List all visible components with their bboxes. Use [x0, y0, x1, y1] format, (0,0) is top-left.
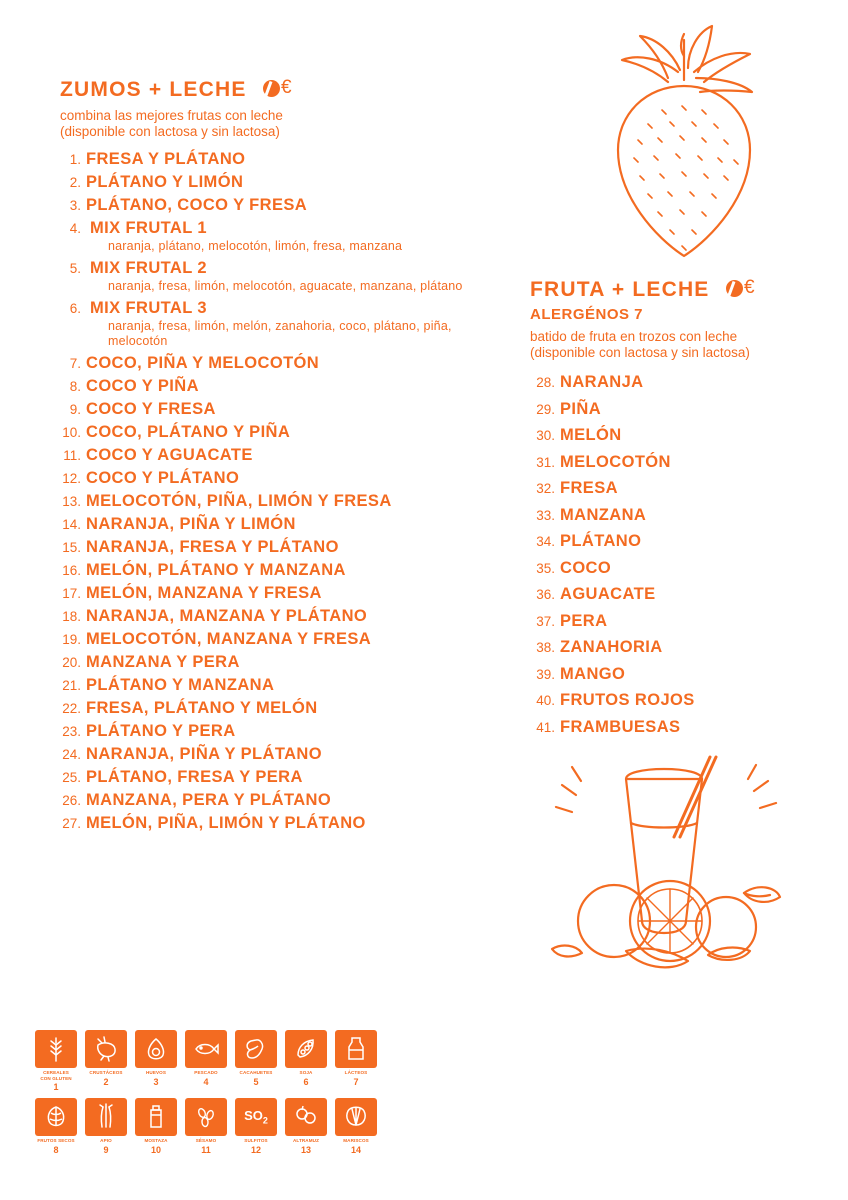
item-number: 18. [62, 609, 81, 624]
section-header-zumos [60, 78, 490, 102]
item-name: MELOCOTÓN, PIÑA, LIMÓN Y FRESA [86, 492, 392, 510]
juice-glass-illustration [530, 745, 800, 975]
list-item[interactable] [60, 767, 490, 788]
item-number: 8. [69, 379, 81, 394]
item-name: FRESA, PLÁTANO Y MELÓN [86, 699, 318, 717]
item-number: 27. [62, 816, 81, 831]
allergen-row-2 [35, 1098, 395, 1155]
allergen-number: 10 [150, 1144, 161, 1155]
item-name: COCO [560, 558, 612, 577]
allergen-label: MOSTAZA [144, 1138, 168, 1144]
list-item[interactable] [530, 503, 820, 528]
item-name: NARANJA [560, 373, 644, 391]
item-number: 20. [62, 655, 81, 670]
list-item[interactable] [60, 172, 490, 193]
milk-icon [335, 1030, 377, 1068]
item-name: PLÁTANO Y LIMÓN [86, 173, 244, 191]
coin-icon [263, 80, 280, 97]
allergen-altramuz [285, 1098, 327, 1155]
item-name: PLÁTANO Y MANZANA [86, 676, 275, 694]
item-name: PERA [560, 611, 608, 630]
allergen-label: SÉSAMO [195, 1138, 217, 1144]
zumos-subtitle-line1: combina las mejores frutas con leche [60, 108, 283, 123]
so2-icon [235, 1098, 277, 1136]
lupin-icon [285, 1098, 327, 1136]
item-name: PLÁTANO, COCO Y FRESA [86, 196, 308, 214]
section-title-fruta: FRUTA + LECHE [530, 278, 710, 301]
allergen-label: MARISCOS [343, 1138, 369, 1144]
allergen-number: 7 [353, 1076, 359, 1087]
sesame-icon [185, 1098, 227, 1136]
zumos-item-list [60, 149, 490, 834]
list-item[interactable] [530, 450, 820, 475]
fruta-subtitle-line2: (disponible con lactosa y sin lactosa) [530, 345, 750, 360]
item-name: COCO, PIÑA Y MELOCOTÓN [86, 354, 320, 372]
strawberry-illustration [560, 20, 810, 270]
list-item[interactable] [530, 423, 820, 448]
item-number: 2. [69, 175, 81, 190]
peanut-icon [235, 1030, 277, 1068]
zumos-leche-section [60, 78, 490, 836]
item-name: MELÓN, MANZANA Y FRESA [86, 584, 322, 602]
mustard-icon [135, 1098, 177, 1136]
item-number: 33. [536, 507, 555, 523]
item-description: naranja, fresa, limón, melocotón, aguacate, manzana, plátano [108, 279, 463, 293]
item-name: MANGO [560, 664, 626, 683]
item-name: PIÑA [560, 399, 602, 418]
allergen-mariscos [335, 1098, 377, 1155]
item-number: 16. [62, 563, 81, 578]
list-item[interactable] [530, 582, 820, 607]
list-item[interactable] [530, 370, 820, 395]
allergen-lacteos [335, 1030, 377, 1092]
list-item[interactable] [60, 149, 490, 170]
item-name: MIX FRUTAL 1 [90, 219, 207, 237]
euro-symbol: € [743, 277, 755, 298]
item-name: COCO Y AGUACATE [86, 446, 253, 464]
allergen-label: APIO [100, 1138, 112, 1144]
allergen-pescado [185, 1030, 227, 1092]
item-name: COCO, PLÁTANO Y PIÑA [86, 423, 291, 441]
item-number: 31. [536, 454, 555, 470]
list-item[interactable] [60, 445, 490, 466]
item-number: 5. [69, 261, 81, 276]
soy-icon [285, 1030, 327, 1068]
item-name: PLÁTANO Y PERA [86, 722, 236, 740]
item-number: 22. [62, 701, 81, 716]
allergen-label: SULFITOS [244, 1138, 268, 1144]
item-name: NARANJA, FRESA Y PLÁTANO [86, 538, 339, 556]
item-number: 26. [62, 793, 81, 808]
allergen-label: HUEVOS [145, 1070, 166, 1075]
item-number: 1. [69, 152, 81, 167]
euro-symbol: € [281, 77, 292, 98]
item-number: 19. [62, 632, 81, 647]
allergen-label: ALTRAMUZ [293, 1138, 319, 1144]
list-item[interactable] [530, 397, 820, 422]
allergen-number: 13 [300, 1144, 311, 1155]
allergen-apio [85, 1098, 127, 1155]
allergen-note: ALERGÉNOS 7 [530, 306, 644, 323]
item-number: 13. [62, 494, 81, 509]
item-name: NARANJA, PIÑA Y PLÁTANO [86, 745, 322, 763]
allergen-cereales [35, 1030, 77, 1092]
list-item[interactable] [60, 353, 490, 374]
list-item[interactable] [60, 813, 490, 834]
allergen-cacahuetes [235, 1030, 277, 1092]
list-item[interactable] [60, 698, 490, 719]
item-name: ZANAHORIA [560, 638, 663, 656]
shellfish-icon [335, 1098, 377, 1136]
list-item[interactable] [60, 537, 490, 558]
allergen-huevos [135, 1030, 177, 1092]
item-number: 4. [69, 221, 81, 236]
item-name: NARANJA, MANZANA Y PLÁTANO [86, 607, 368, 625]
allergen-number: 11 [201, 1144, 211, 1155]
item-name: PLÁTANO [560, 532, 642, 550]
item-name: AGUACATE [560, 585, 656, 603]
list-item[interactable] [530, 609, 820, 634]
item-number: 25. [62, 770, 81, 785]
allergen-label: CEREALES CON GLUTEN [40, 1070, 72, 1081]
price-indicator [263, 77, 292, 99]
item-name: MELOCOTÓN [560, 452, 671, 471]
allergen-number: 4 [203, 1076, 209, 1087]
item-number: 23. [62, 724, 81, 739]
nuts-icon [35, 1098, 77, 1136]
allergen-mostaza [135, 1098, 177, 1155]
list-item[interactable] [60, 422, 490, 443]
item-number: 32. [536, 481, 555, 496]
item-number: 41. [536, 719, 555, 735]
list-item[interactable] [60, 298, 490, 349]
fruta-leche-section [530, 278, 820, 741]
item-number: 3. [69, 198, 81, 213]
item-number: 7. [69, 356, 81, 371]
item-description: naranja, plátano, melocotón, limón, fresa, manzana [108, 239, 403, 253]
item-name: MANZANA, PERA Y PLÁTANO [86, 791, 332, 809]
item-number: 21. [62, 678, 81, 693]
allergen-sulfitos [235, 1098, 277, 1155]
item-number: 36. [536, 587, 555, 602]
item-name: MIX FRUTAL 3 [90, 299, 207, 317]
allergen-number: 14 [350, 1144, 361, 1155]
section-header-fruta [530, 278, 820, 302]
so2-text: $SO_2$ [244, 1108, 268, 1126]
item-name: COCO Y PIÑA [86, 377, 199, 395]
list-item[interactable] [60, 376, 490, 397]
list-item[interactable] [530, 556, 820, 581]
list-item[interactable] [530, 688, 820, 713]
item-number: 24. [62, 747, 81, 762]
list-item[interactable] [60, 258, 490, 294]
zumos-subtitle [60, 108, 490, 140]
item-name: MELÓN [560, 426, 622, 444]
fruta-subtitle [530, 329, 820, 361]
allergen-number: 1 [53, 1082, 59, 1093]
item-number: 14. [62, 517, 81, 532]
wheat-icon [35, 1030, 77, 1068]
item-name: FRUTOS ROJOS [560, 691, 695, 709]
list-item[interactable] [530, 635, 820, 660]
list-item[interactable] [530, 529, 820, 554]
item-name: MELÓN, PIÑA, LIMÓN Y PLÁTANO [86, 814, 366, 832]
list-item[interactable] [60, 399, 490, 420]
item-number: 37. [536, 613, 555, 629]
list-item[interactable] [60, 790, 490, 811]
celery-icon [85, 1098, 127, 1136]
item-number: 10. [62, 425, 81, 440]
list-item[interactable] [530, 715, 820, 740]
allergen-number: 5 [253, 1076, 259, 1087]
list-item[interactable] [60, 652, 490, 673]
allergen-number: 3 [153, 1076, 159, 1087]
allergen-sesamo [185, 1098, 227, 1155]
item-number: 17. [62, 586, 81, 601]
item-number: 39. [536, 666, 555, 682]
item-number: 28. [536, 375, 555, 390]
allergen-soja [285, 1030, 327, 1092]
item-name: MELÓN, PLÁTANO Y MANZANA [86, 561, 346, 579]
list-item[interactable] [60, 468, 490, 489]
shrimp-icon [85, 1030, 127, 1068]
allergen-label: LÁCTEOS [344, 1070, 368, 1075]
allergen-label: SOJA [299, 1070, 313, 1075]
item-name: FRESA Y PLÁTANO [86, 150, 246, 168]
item-name: MELOCOTÓN, MANZANA Y FRESA [86, 630, 372, 648]
list-item[interactable] [60, 514, 490, 535]
list-item[interactable] [60, 629, 490, 650]
fish-icon [185, 1030, 227, 1068]
item-name: NARANJA, PIÑA Y LIMÓN [86, 515, 296, 533]
item-description: naranja, fresa, limón, melón, zanahoria, coco, plátano, piña, melocotón [108, 319, 452, 348]
allergen-frutos-secos [35, 1098, 77, 1155]
item-number: 34. [536, 534, 555, 549]
list-item[interactable] [60, 560, 490, 581]
item-number: 40. [536, 693, 555, 708]
item-number: 12. [62, 471, 81, 486]
zumos-subtitle-line2: (disponible con lactosa y sin lactosa) [60, 124, 280, 139]
list-item[interactable] [530, 476, 820, 501]
list-item[interactable] [60, 606, 490, 627]
item-number: 35. [536, 560, 555, 576]
item-number: 15. [62, 540, 81, 555]
item-name: PLÁTANO, FRESA Y PERA [86, 768, 303, 786]
item-name: FRESA [560, 479, 618, 497]
item-name: MIX FRUTAL 2 [90, 259, 207, 277]
item-number: 9. [69, 402, 81, 417]
list-item[interactable] [60, 491, 490, 512]
list-item[interactable] [60, 721, 490, 742]
list-item[interactable] [60, 195, 490, 216]
fruta-subtitle-line1: batido de fruta en trozos con leche [530, 329, 738, 344]
item-number: 30. [536, 428, 555, 443]
item-number: 38. [536, 640, 555, 655]
list-item[interactable] [60, 675, 490, 696]
allergen-number: 12 [250, 1144, 261, 1155]
item-number: 11. [63, 448, 81, 463]
egg-icon [135, 1030, 177, 1068]
allergen-number: 9 [103, 1144, 109, 1155]
list-item[interactable] [530, 662, 820, 687]
allergen-number: 2 [103, 1076, 109, 1087]
fruta-item-list [530, 370, 820, 739]
price-indicator [726, 277, 755, 299]
item-name: COCO Y PLÁTANO [86, 469, 240, 487]
allergen-number: 6 [303, 1076, 309, 1087]
allergen-legend [35, 1030, 395, 1161]
allergen-number: 8 [53, 1144, 59, 1155]
allergen-label: FRUTOS SECOS [37, 1138, 75, 1144]
allergen-crustaceos [85, 1030, 127, 1092]
allergen-label: CRUSTÁCEOS [89, 1070, 123, 1075]
allergen-row-1 [35, 1030, 395, 1092]
item-name: FRAMBUESAS [560, 717, 681, 736]
allergen-label: CACAHUETES [239, 1070, 273, 1075]
list-item[interactable] [60, 218, 490, 254]
list-item[interactable] [60, 744, 490, 765]
list-item[interactable] [60, 583, 490, 604]
item-name: COCO Y FRESA [86, 400, 216, 418]
allergen-label: PESCADO [194, 1070, 218, 1075]
coin-icon [726, 280, 743, 297]
item-name: MANZANA Y PERA [86, 653, 240, 671]
page-title: ZUMOS + LECHE [60, 78, 247, 101]
item-name: MANZANA [560, 505, 647, 524]
item-number: 6. [69, 301, 81, 316]
item-number: 29. [536, 401, 555, 417]
